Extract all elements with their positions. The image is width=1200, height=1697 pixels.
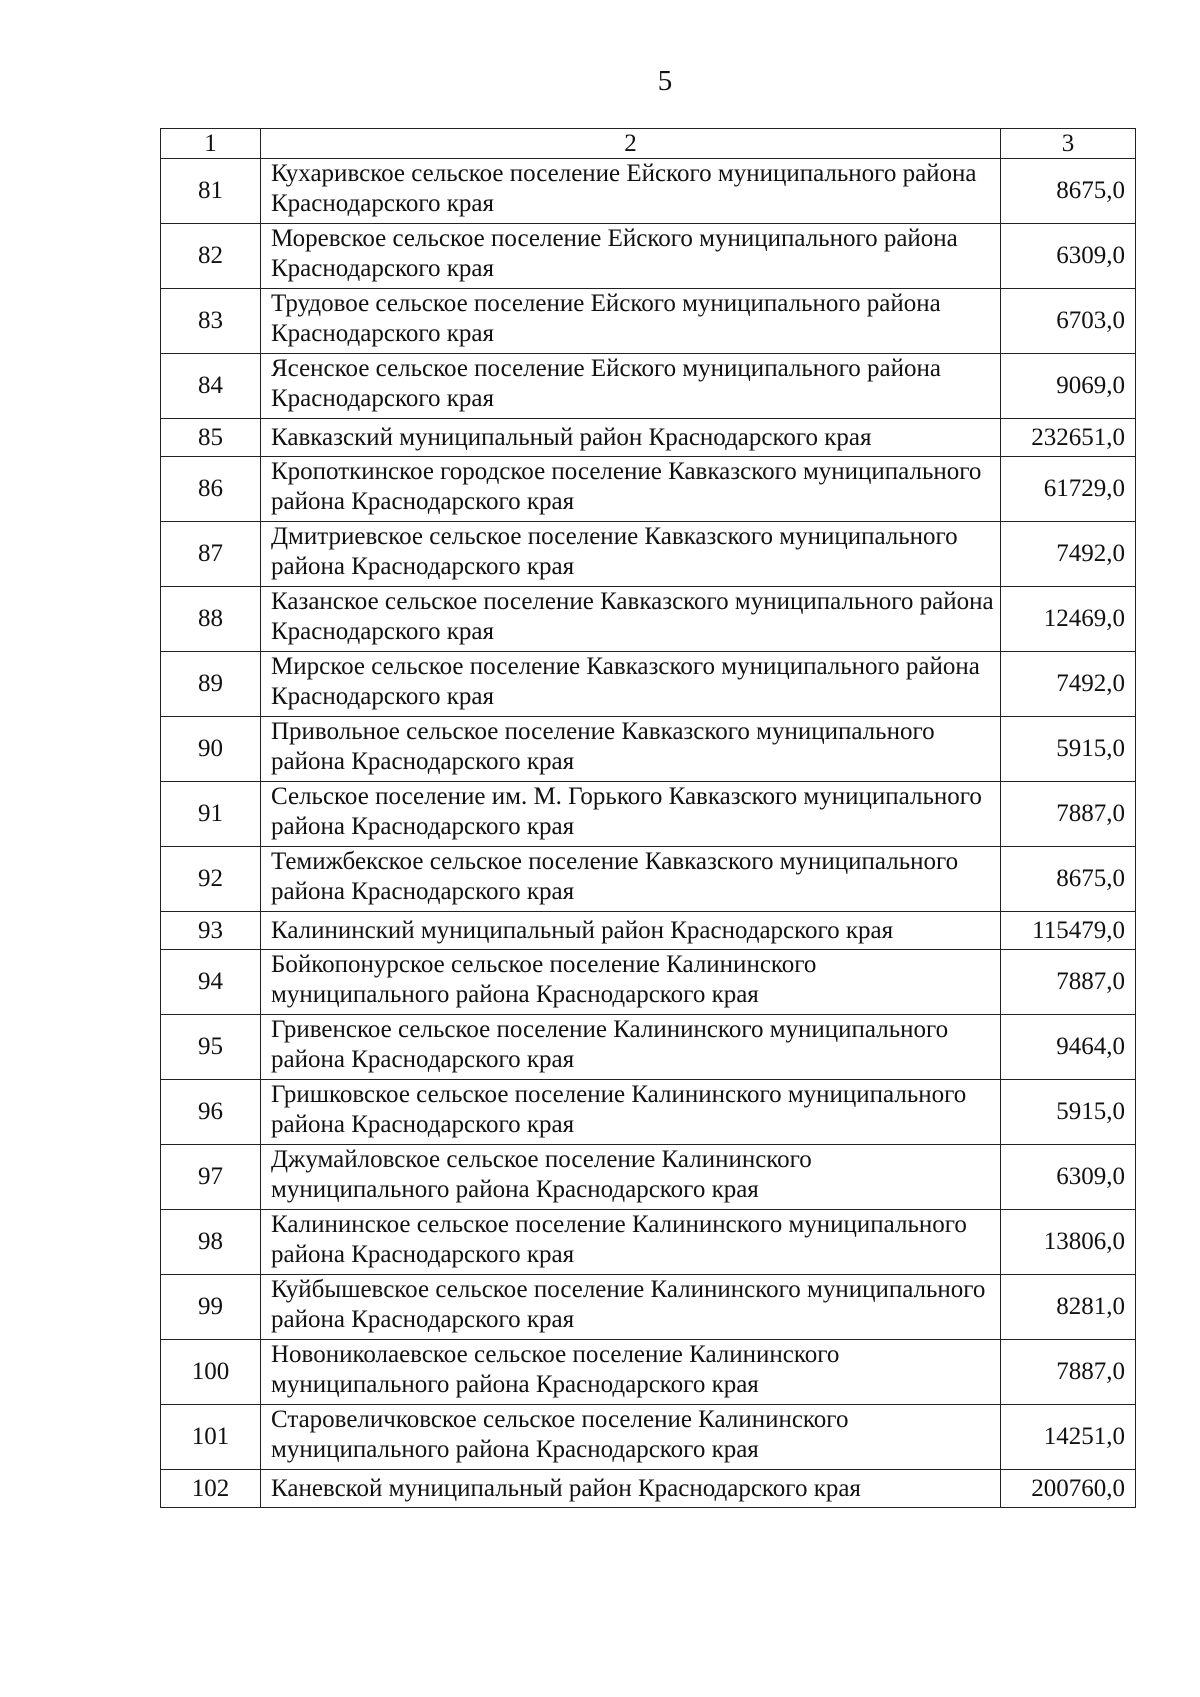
table-row [161, 652, 1136, 717]
allocation-table [160, 128, 1136, 1508]
municipality-name: Ясенское сельское поселение Ейского муниципального района Краснодарского края [261, 354, 1001, 419]
municipality-name: Моревское сельское поселение Ейского муниципального района Краснодарского края [261, 224, 1001, 289]
row-number: 86 [161, 457, 261, 522]
municipality-name: Куйбышевское сельское поселение Калининского муниципального района Краснодарского края [261, 1275, 1001, 1340]
table-row [161, 159, 1136, 224]
table-row [161, 587, 1136, 652]
amount-value: 232651,0 [1001, 419, 1136, 457]
amount-value: 6703,0 [1001, 289, 1136, 354]
row-number: 82 [161, 224, 261, 289]
amount-value: 8675,0 [1001, 159, 1136, 224]
row-number: 87 [161, 522, 261, 587]
amount-value: 9069,0 [1001, 354, 1136, 419]
amount-value: 7492,0 [1001, 652, 1136, 717]
municipality-name: Гривенское сельское поселение Калининского муниципального района Краснодарского края [261, 1015, 1001, 1080]
table-row [161, 1470, 1136, 1508]
table-row [161, 1275, 1136, 1340]
amount-value: 6309,0 [1001, 224, 1136, 289]
municipality-name: Сельское поселение им. М. Горького Кавказского муниципального района Краснодарского края [261, 782, 1001, 847]
table-row [161, 1015, 1136, 1080]
row-number: 83 [161, 289, 261, 354]
page-number: 5 [657, 65, 673, 97]
row-number: 97 [161, 1145, 261, 1210]
amount-value: 8675,0 [1001, 847, 1136, 912]
row-number: 93 [161, 912, 261, 950]
table-header-row [161, 129, 1136, 159]
municipality-name: Каневской муниципальный район Краснодарского края [261, 1470, 1001, 1508]
municipality-name: Старовеличковское сельское поселение Калининского муниципального района Краснодарского края [261, 1405, 1001, 1470]
table-row [161, 1340, 1136, 1405]
municipality-name: Джумайловское сельское поселение Калининского муниципального района Краснодарского края [261, 1145, 1001, 1210]
amount-value: 200760,0 [1001, 1470, 1136, 1508]
row-number: 91 [161, 782, 261, 847]
municipality-name: Привольное сельское поселение Кавказского муниципального района Краснодарского края [261, 717, 1001, 782]
row-number: 99 [161, 1275, 261, 1340]
municipality-name: Дмитриевское сельское поселение Кавказского муниципального района Краснодарского края [261, 522, 1001, 587]
municipality-name: Калининское сельское поселение Калининского муниципального района Краснодарского края [261, 1210, 1001, 1275]
amount-value: 5915,0 [1001, 717, 1136, 782]
municipality-name: Калининский муниципальный район Краснодарского края [261, 912, 1001, 950]
municipality-name: Кавказский муниципальный район Краснодарского края [261, 419, 1001, 457]
amount-value: 8281,0 [1001, 1275, 1136, 1340]
amount-value: 13806,0 [1001, 1210, 1136, 1275]
municipality-name: Кухаривское сельское поселение Ейского муниципального района Краснодарского края [261, 159, 1001, 224]
table-row [161, 354, 1136, 419]
table-row [161, 289, 1136, 354]
municipality-name: Новониколаевское сельское поселение Калининского муниципального района Краснодарского края [261, 1340, 1001, 1405]
municipality-name: Гришковское сельское поселение Калининского муниципального района Краснодарского края [261, 1080, 1001, 1145]
table-row [161, 457, 1136, 522]
column-header-2: 2 [261, 129, 1001, 159]
row-number: 90 [161, 717, 261, 782]
row-number: 85 [161, 419, 261, 457]
row-number: 101 [161, 1405, 261, 1470]
amount-value: 7887,0 [1001, 950, 1136, 1015]
table-row [161, 717, 1136, 782]
municipality-name: Бойкопонурское сельское поселение Калининского муниципального района Краснодарского края [261, 950, 1001, 1015]
table-row [161, 950, 1136, 1015]
amount-value: 7492,0 [1001, 522, 1136, 587]
table-row [161, 782, 1136, 847]
amount-value: 5915,0 [1001, 1080, 1136, 1145]
row-number: 89 [161, 652, 261, 717]
column-header-1: 1 [161, 129, 261, 159]
amount-value: 61729,0 [1001, 457, 1136, 522]
table-row [161, 419, 1136, 457]
table-row [161, 522, 1136, 587]
row-number: 95 [161, 1015, 261, 1080]
municipality-name: Трудовое сельское поселение Ейского муниципального района Краснодарского края [261, 289, 1001, 354]
amount-value: 12469,0 [1001, 587, 1136, 652]
table-row [161, 912, 1136, 950]
amount-value: 9464,0 [1001, 1015, 1136, 1080]
row-number: 88 [161, 587, 261, 652]
column-header-3: 3 [1001, 129, 1136, 159]
row-number: 102 [161, 1470, 261, 1508]
municipality-name: Кропоткинское городское поселение Кавказского муниципального района Краснодарского края [261, 457, 1001, 522]
municipality-name: Мирское сельское поселение Кавказского муниципального района Краснодарского края [261, 652, 1001, 717]
table-row [161, 224, 1136, 289]
row-number: 100 [161, 1340, 261, 1405]
amount-value: 7887,0 [1001, 782, 1136, 847]
amount-value: 115479,0 [1001, 912, 1136, 950]
amount-value: 7887,0 [1001, 1340, 1136, 1405]
amount-value: 14251,0 [1001, 1405, 1136, 1470]
row-number: 96 [161, 1080, 261, 1145]
table-row [161, 1145, 1136, 1210]
table-row [161, 1080, 1136, 1145]
table-row [161, 847, 1136, 912]
amount-value: 6309,0 [1001, 1145, 1136, 1210]
row-number: 92 [161, 847, 261, 912]
row-number: 94 [161, 950, 261, 1015]
table-row [161, 1405, 1136, 1470]
row-number: 98 [161, 1210, 261, 1275]
row-number: 81 [161, 159, 261, 224]
row-number: 84 [161, 354, 261, 419]
municipality-name: Казанское сельское поселение Кавказского муниципального района Краснодарского края [261, 587, 1001, 652]
table-row [161, 1210, 1136, 1275]
municipality-name: Темижбекское сельское поселение Кавказского муниципального района Краснодарского края [261, 847, 1001, 912]
